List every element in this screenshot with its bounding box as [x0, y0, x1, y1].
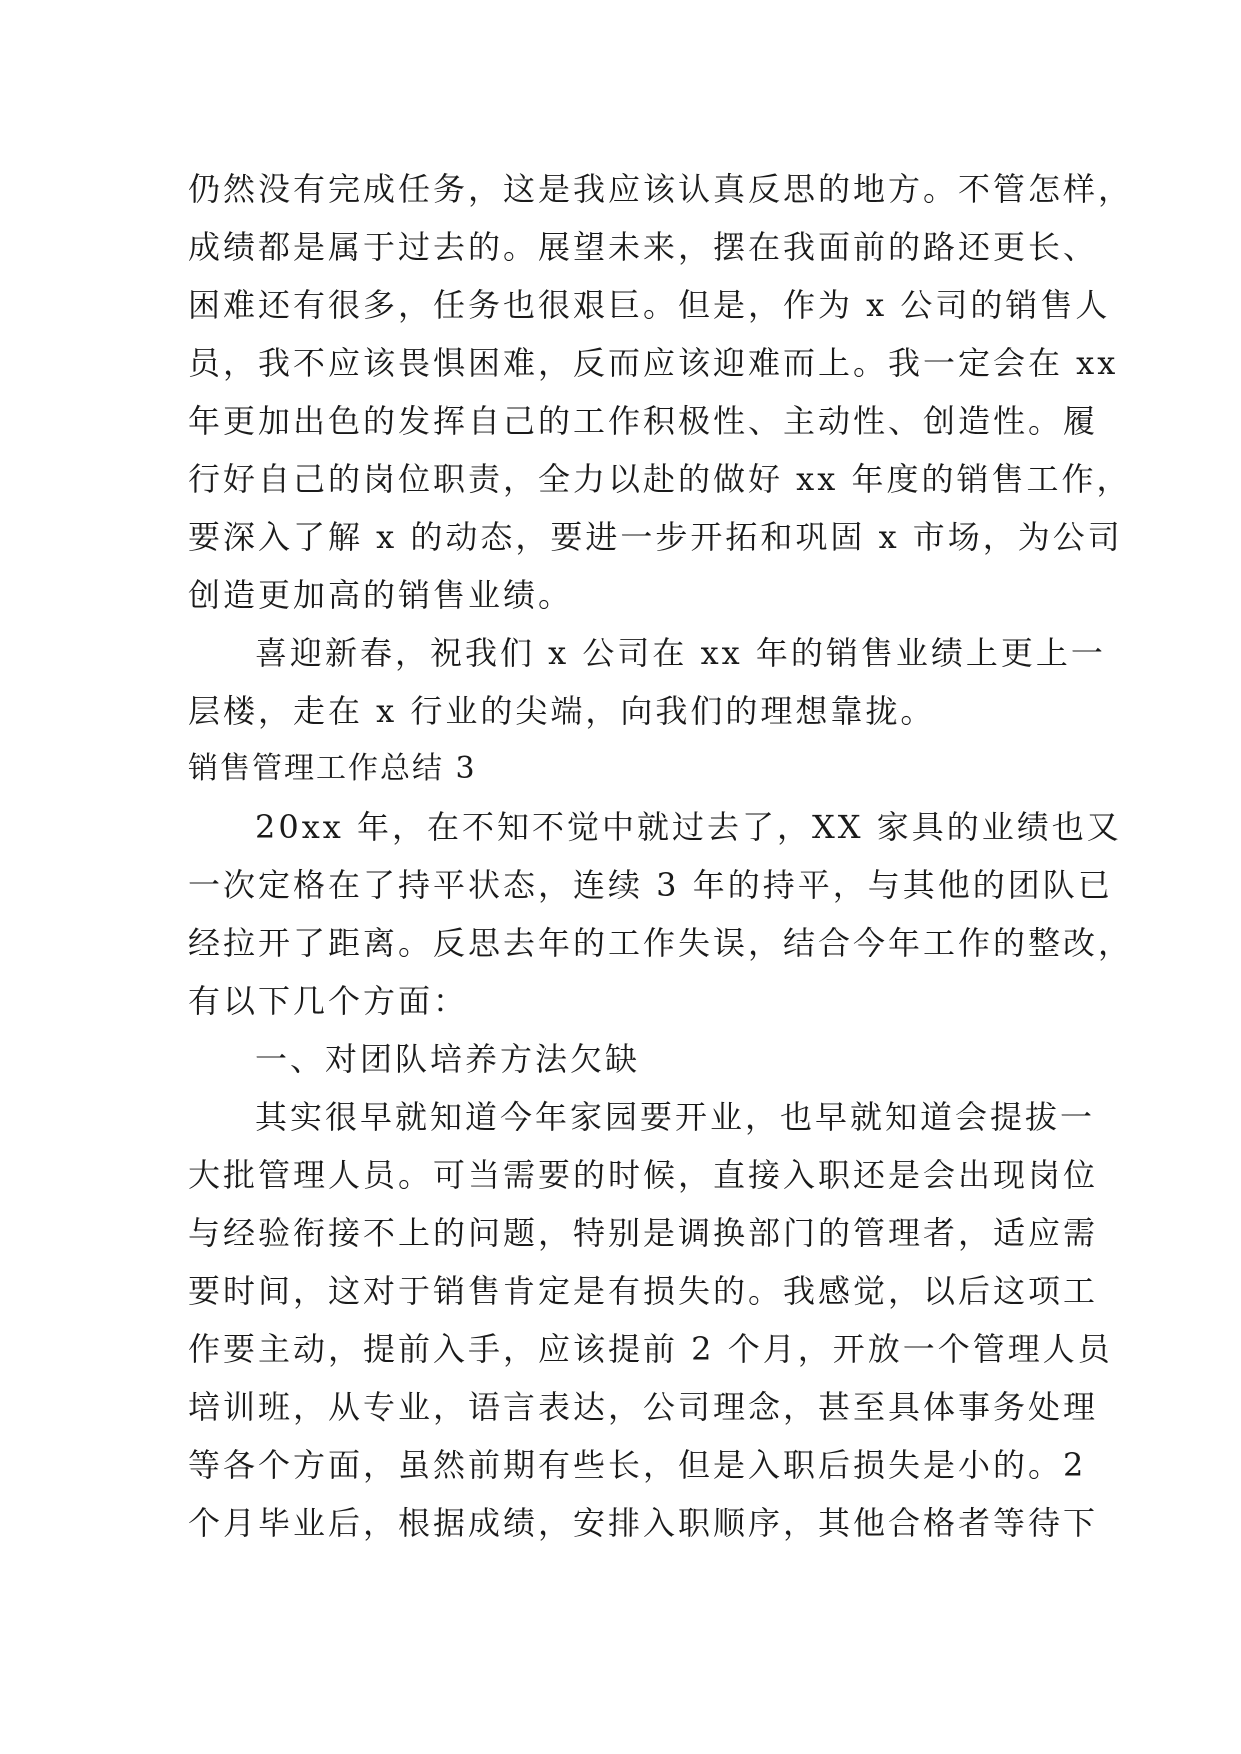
text-line: 作要主动，提前入手，应该提前 2 个月，开放一个管理人员 — [188, 1330, 1113, 1368]
paragraph-start-line: 20xx 年，在不知不觉中就过去了，XX 家具的业绩也又 — [255, 808, 1122, 846]
text-line: 经拉开了距离。反思去年的工作失误，结合今年工作的整改， — [188, 924, 1134, 962]
section-heading: 销售管理工作总结 3 — [188, 751, 477, 786]
text-line: 要深入了解 x 的动态，要进一步开拓和巩固 x 市场，为公司 — [188, 518, 1123, 556]
subsection-heading: 一、对团队培养方法欠缺 — [255, 1040, 641, 1078]
text-line: 要时间，这对于销售肯定是有损失的。我感觉，以后这项工 — [188, 1272, 1099, 1310]
text-line: 层楼，走在 x 行业的尖端，向我们的理想靠拢。 — [188, 692, 936, 730]
text-line: 等各个方面，虽然前期有些长，但是入职后损失是小的。2 — [188, 1446, 1087, 1484]
paragraph-start-line: 其实很早就知道今年家园要开业，也早就知道会提拔一 — [255, 1098, 1096, 1136]
text-line: 员，我不应该畏惧困难，反而应该迎难而上。我一定会在 xx — [188, 344, 1119, 382]
text-line: 行好自己的岗位职责，全力以赴的做好 xx 年度的销售工作， — [188, 460, 1132, 498]
document-body — [188, 160, 1134, 1552]
text-line: 仍然没有完成任务，这是我应该认真反思的地方。不管怎样， — [188, 170, 1134, 208]
text-line: 个月毕业后，根据成绩，安排入职顺序，其他合格者等待下 — [188, 1504, 1099, 1542]
text-line: 大批管理人员。可当需要的时候，直接入职还是会出现岗位 — [188, 1156, 1099, 1194]
text-line: 有以下几个方面： — [188, 982, 469, 1020]
text-line: 与经验衔接不上的问题，特别是调换部门的管理者，适应需 — [188, 1214, 1099, 1252]
text-line: 困难还有很多，任务也很艰巨。但是，作为 x 公司的销售人 — [188, 286, 1111, 324]
text-line: 成绩都是属于过去的。展望未来，摆在我面前的路还更长、 — [188, 228, 1099, 266]
text-line: 培训班，从专业，语言表达，公司理念，甚至具体事务处理 — [188, 1388, 1099, 1426]
text-line: 年更加出色的发挥自己的工作积极性、主动性、创造性。履 — [188, 402, 1099, 440]
text-line: 一次定格在了持平状态，连续 3 年的持平，与其他的团队已 — [188, 866, 1113, 904]
text-line: 创造更加高的销售业绩。 — [188, 576, 574, 614]
paragraph-start-line: 喜迎新春，祝我们 x 公司在 xx 年的销售业绩上更上一 — [255, 634, 1106, 672]
